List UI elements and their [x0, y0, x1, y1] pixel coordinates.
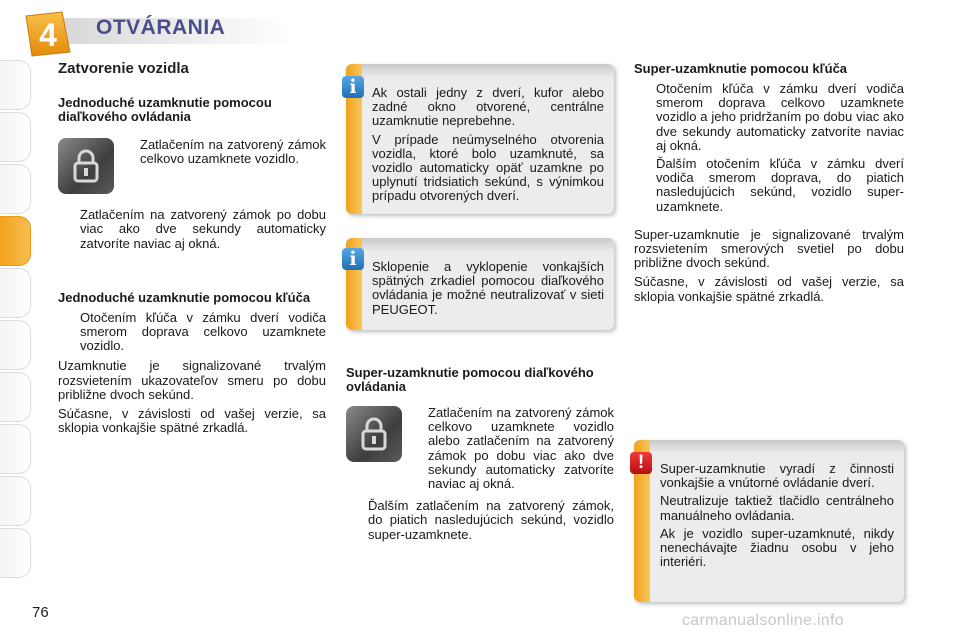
key-super-bullet1: Otočením kľúča v zámku dverí vodiča smerom doprava celkovo uzamknete vozidlo a jeho pridržaním po dobu viac ako dve sekundy automaticky zatvoríte naviac aj okná. — [634, 82, 904, 153]
remote-simple-bullet2: Zatlačením na zatvorený zámok po dobu viac ako dve sekundy automaticky zatvoríte naviac aj okná. — [58, 208, 326, 251]
bullet-icon — [122, 138, 140, 194]
bullet-icon — [58, 208, 80, 251]
remote-lock-button-icon — [58, 138, 114, 194]
bullet-icon — [634, 82, 656, 153]
key-super-para1: Super-uzamknutie je signalizované trvalým rozsvietením smerových svetiel po dobu približne dvoch sekúnd. — [634, 226, 904, 271]
watermark: carmanualsonline.info — [682, 612, 844, 629]
chapter-tab[interactable] — [0, 372, 31, 422]
right-column — [634, 62, 904, 304]
chapter-tab-active[interactable] — [0, 216, 31, 266]
remote-super-bullet2: Ďalším zatlačením na zatvorený zámok, do piatich nasledujúcich sekúnd, vozidlo super-uzamknete. — [346, 499, 614, 542]
key-super-heading: Super-uzamknutie pomocou kľúča — [634, 61, 848, 76]
warning-box-para3: Ak je vozidlo super-uzamknuté, nikdy nenechávajte žiadnu osobu v jeho interiéri. — [660, 525, 894, 570]
chapter-tab[interactable] — [0, 528, 31, 578]
key-simple-para2: Súčasne, v závislosti od vašej verzie, sa sklopia vonkajšie spätné zrkadlá. — [58, 406, 326, 436]
bullet-icon — [410, 406, 428, 491]
chapter-tab[interactable] — [0, 164, 31, 214]
warning-box — [634, 440, 904, 602]
remote-simple-block — [58, 138, 326, 194]
info-box-doors-para2: V prípade neúmyselného otvorenia vozidla, ktoré bolo uzamknuté, sa vozidlo automaticky opäť uzamkne po uplynutí tridsiatich sekúnd, s výnimkou prípadu otvorených dverí. — [372, 131, 604, 204]
remote-simple-heading: Jednoduché uzamknutie pomocou diaľkového ovládania — [58, 95, 272, 125]
chapter-badge — [22, 8, 74, 60]
bullet-icon — [634, 157, 656, 214]
bullet-icon — [346, 499, 368, 542]
remote-simple-bullet1: Zatlačením na zatvorený zámok celkovo uzamknete vozidlo. — [122, 138, 326, 194]
remote-super-block — [346, 366, 614, 542]
key-simple-para1: Uzamknutie je signalizované trvalým rozsvietením ukazovateľov smeru po dobu približne dvoch sekúnd. — [58, 358, 326, 402]
bullet-icon — [58, 311, 80, 354]
page-title: OTVÁRANIA — [96, 16, 226, 39]
warning-box-para2: Neutralizuje taktiež tlačidlo centrálneho manuálneho ovládania. — [660, 493, 894, 523]
page-number: 76 — [32, 604, 49, 621]
left-column — [58, 62, 326, 435]
key-simple-heading: Jednoduché uzamknutie pomocou kľúča — [58, 289, 311, 305]
warning-box-para1: Super-uzamknutie vyradí z činnosti vonkajšie a vnútorné ovládanie dverí. — [660, 461, 894, 491]
info-box-mirrors — [346, 238, 614, 330]
remote-lock-button-icon — [346, 406, 402, 462]
chapter-tab[interactable] — [0, 424, 31, 474]
chapter-tab-strip — [0, 60, 34, 580]
info-box-doors-para1: Ak ostali jedny z dverí, kufor alebo zadné okno otvorené, centrálne uzamknutie neprebehne. — [372, 85, 604, 129]
info-icon: i — [342, 248, 364, 270]
warning-icon: ! — [630, 452, 652, 474]
remote-super-bullet1: Zatlačením na zatvorený zámok celkovo uzamknete vozidlo alebo zatlačením na zatvorený zámok po dobu viac ako dve sekundy automaticky zatvoríte naviac aj okná. — [410, 406, 614, 491]
remote-super-heading: Super-uzamknutie pomocou diaľkového ovládania — [346, 365, 594, 394]
info-icon: i — [342, 76, 364, 98]
chapter-tab[interactable] — [0, 60, 31, 110]
chapter-tab[interactable] — [0, 268, 31, 318]
chapter-tab[interactable] — [0, 320, 31, 370]
chapter-tab[interactable] — [0, 476, 31, 526]
key-super-bullet2: Ďalším otočením kľúča v zámku dverí vodiča smerom doprava, do piatich nasledujúcich sekúnd, vozidlo super-uzamknete. — [634, 157, 904, 214]
section-title: Zatvorenie vozidla — [58, 60, 189, 77]
chapter-number: 4 — [39, 17, 57, 53]
info-box-doors — [346, 64, 614, 214]
key-simple-bullet1: Otočením kľúča v zámku dverí vodiča smerom doprava celkovo uzamknete vozidlo. — [58, 311, 326, 354]
key-super-para2: Súčasne, v závislosti od vašej verzie, sa sklopia vonkajšie spätné zrkadlá. — [634, 274, 904, 304]
chapter-tab[interactable] — [0, 112, 31, 162]
info-box-mirrors-para1: Sklopenie a vyklopenie vonkajších spätných zrkadiel pomocou diaľkového ovládania je možné neutralizovať v sieti PEUGEOT. — [372, 259, 604, 317]
